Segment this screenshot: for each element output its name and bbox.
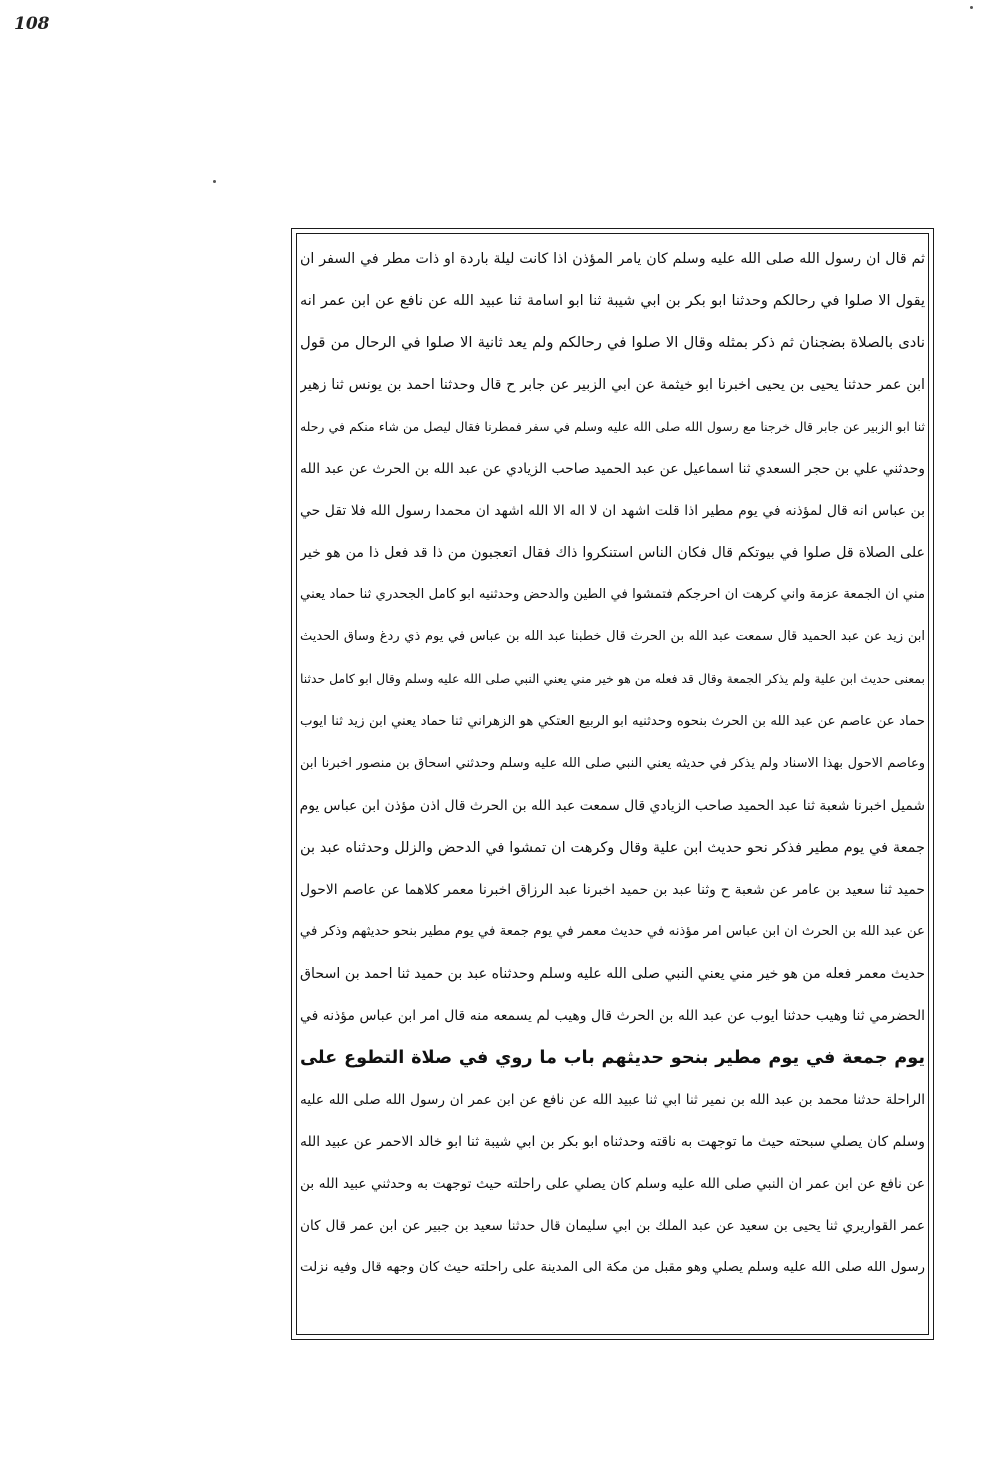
text-line: شميل اخبرنا شعبة ثنا عبد الحميد صاحب الزيادي قال سمعت عبد الله بن الحرث قال اذن مؤذن ابن عباس يوم	[300, 797, 925, 814]
text-line: عن عبد الله بن الحرث ان ابن عباس امر مؤذنه في حديث معمر في يوم جمعة في يوم مطير بنحو حديثهم وذكر في	[300, 923, 925, 939]
text-line: نادى بالصلاة بضجنان ثم ذكر بمثله وقال الا صلوا في رحالكم ولم يعد ثانية الا صلوا في الرحال من قول	[300, 334, 925, 352]
text-line: الراحلة حدثنا محمد بن عبد الله بن نمير ثنا ابي ثنا عبيد الله عن نافع عن ابن عمر ان رسول الله صلى الله عليه	[300, 1091, 925, 1108]
text-line: ابن زيد عن عبد الحميد قال سمعت عبد الله بن الحرث قال خطبنا عبد الله بن عباس في يوم ذي ردغ وساق الحديث	[300, 629, 925, 645]
scan-speck	[213, 180, 216, 183]
text-line: وعاصم الاحول بهذا الاسناد ولم يذكر في حديثه يعني النبي صلى الله عليه وسلم وحدثني اسحاق بن منصور اخبرنا ابن	[300, 755, 925, 771]
page-number: 108	[14, 14, 50, 34]
text-line: ثنا ابو الزبير عن جابر قال خرجنا مع رسول الله صلى الله عليه وسلم في سفر فمطرنا فقال ليصل من شاء منكم في رحله	[300, 419, 925, 435]
chapter-heading-line: يوم جمعة في يوم مطير بنحو حديثهم باب ما روي في صلاة التطوع على	[300, 1047, 925, 1068]
scan-speck	[970, 6, 973, 9]
text-line: على الصلاة قل صلوا في بيوتكم قال فكان الناس استنكروا ذاك فقال اتعجبون من ذا قد فعل ذا من هو خير	[300, 545, 925, 562]
text-line: الحضرمي ثنا وهيب حدثنا ايوب عن عبد الله بن الحرث قال وهيب لم يسمعه منه قال امر ابن عباس مؤذنه في	[300, 1007, 925, 1024]
text-line: بن عباس انه قال لمؤذنه في يوم مطير اذا قلت اشهد ان لا اله الا الله اشهد ان محمدا رسول الله فلا تقل حي	[300, 503, 925, 520]
manuscript-text-block	[300, 238, 925, 1332]
text-line: وحدثني علي بن حجر السعدي ثنا اسماعيل عن عبد الحميد صاحب الزيادي عن عبد الله بن الحرث عن عبد الله	[300, 461, 925, 478]
text-line: حماد عن عاصم عن عبد الله بن الحرث بنحوه وحدثنيه ابو الربيع العتكي هو الزهراني ثنا حماد يعني ابن زيد ثنا ايوب	[300, 713, 925, 729]
text-line: حميد ثنا سعيد بن عامر عن شعبة ح وثنا عبد بن حميد اخبرنا عبد الرزاق اخبرنا معمر كلاهما عن عاصم الاحول	[300, 881, 925, 898]
text-line: يقول الا صلوا في رحالكم وحدثنا ابو بكر بن ابي شيبة ثنا ابو اسامة ثنا عبيد الله عن نافع عن ابن عمر انه	[300, 293, 925, 310]
text-line: مني ان الجمعة عزمة واني كرهت ان احرجكم فتمشوا في الطين والدحض وحدثنيه ابو كامل الجحدري ثنا حماد يعني	[300, 587, 925, 603]
text-line: رسول الله صلى الله عليه وسلم يصلي وهو مقبل من مكة الى المدينة على راحلته حيث كان وجهه قال وفيه نزلت	[300, 1260, 925, 1276]
text-line: عن نافع عن ابن عمر ان النبي صلى الله عليه وسلم كان يصلي على راحلته حيث توجهت به وحدثني عبيد الله بن	[300, 1176, 925, 1193]
text-line: وسلم كان يصلي سبحته حيث ما توجهت به ناقته وحدثناه ابو بكر بن ابي شيبة ثنا ابو خالد الاحمر عن عبيد الله	[300, 1133, 925, 1150]
text-line: ثم قال ان رسول الله صلى الله عليه وسلم كان يامر المؤذن اذا كانت ليلة باردة او ذات مطر في السفر ان	[300, 251, 925, 267]
text-line: جمعة في يوم مطير فذكر نحو حديث ابن علية وقال وكرهت ان تمشوا في الدحض والزلل وحدثناه عبد بن	[300, 839, 925, 856]
text-line: ابن عمر حدثنا يحيى بن يحيى اخبرنا ابو خيثمة عن ابي الزبير عن جابر ح قال وحدثنا احمد بن يونس ثنا زهير	[300, 377, 925, 394]
text-line: بمعنى حديث ابن علية ولم يذكر الجمعة وقال قد فعله من هو خير مني يعني النبي صلى الله عليه وسلم وقال ابو كامل حدثنا	[300, 671, 925, 687]
text-line: حديث معمر فعله من هو خير مني يعني النبي صلى الله عليه وسلم وحدثناه عبد بن حميد ثنا احمد بن اسحاق	[300, 965, 925, 982]
text-line: عمر القواريري ثنا يحيى بن سعيد عن عبد الملك بن ابي سليمان قال حدثنا سعيد بن جبير عن ابن عمر قال كان	[300, 1218, 925, 1235]
